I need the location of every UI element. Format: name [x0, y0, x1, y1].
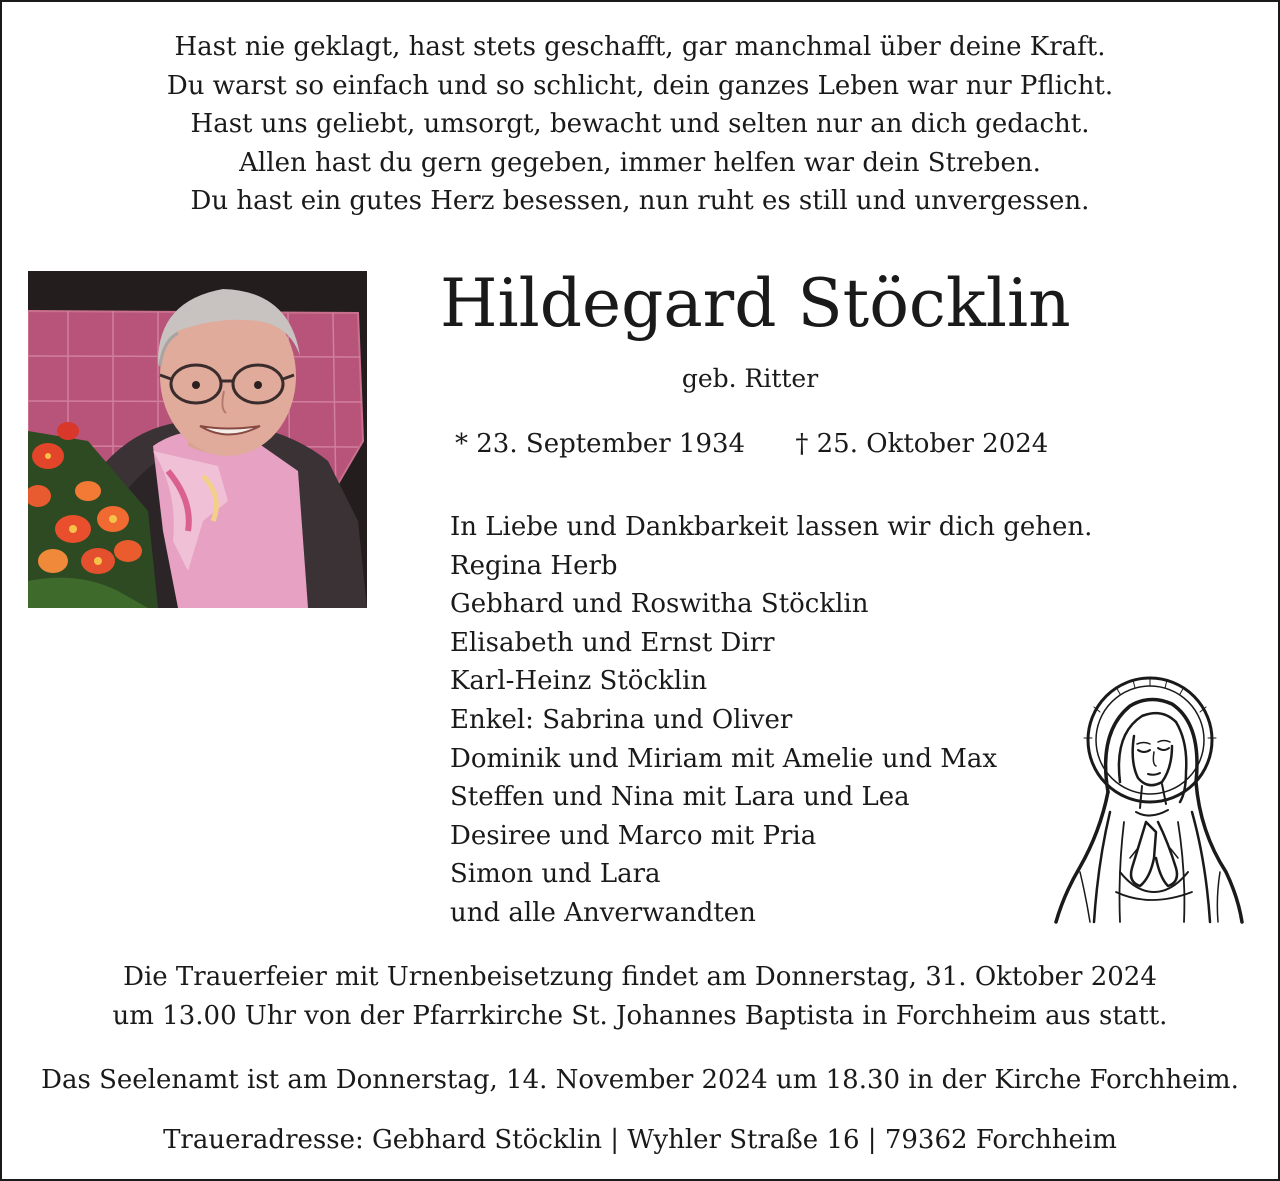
life-dates: [455, 426, 1048, 462]
poem-line: Allen hast du gern gegeben, immer helfen war dein Streben.: [239, 147, 1041, 178]
death-date: † 25. Oktober 2024: [795, 429, 1049, 459]
mourner-line: Simon und Lara: [450, 859, 661, 890]
funeral-service-info: [0, 958, 1280, 1035]
mourner-line: Gebhard und Roswitha Stöcklin: [450, 589, 869, 620]
birth-name: geb. Ritter: [681, 364, 819, 393]
mourner-line: Dominik und Miriam mit Amelie und Max: [450, 743, 998, 774]
portrait-photo: [28, 271, 367, 608]
deceased-name: Hildegard Stöcklin: [440, 265, 1071, 342]
service-line: um 13.00 Uhr von der Pfarrkirche St. Johannes Baptista in Forchheim aus statt.: [112, 1000, 1168, 1031]
mourning-address: Traueradresse: Gebhard Stöcklin | Wyhler Straße 16 | 79362 Forchheim: [163, 1125, 1117, 1155]
mourner-line: Karl-Heinz Stöcklin: [450, 666, 708, 697]
mourner-line: Regina Herb: [450, 550, 618, 581]
requiem-mass-info: Das Seelenamt ist am Donnerstag, 14. November 2024 um 18.30 in der Kirche Forchheim.: [41, 1065, 1239, 1095]
poem-line: Hast uns geliebt, umsorgt, bewacht und selten nur an dich gedacht.: [190, 109, 1090, 139]
mourner-line: Desiree und Marco mit Pria: [450, 820, 817, 851]
poem-line: Du warst so einfach und so schlicht, dein ganzes Leben war nur Pflicht.: [166, 70, 1114, 101]
mourner-line: Elisabeth und Ernst Dirr: [450, 627, 775, 658]
memorial-poem: [0, 28, 1280, 221]
poem-line: Du hast ein gutes Herz besessen, nun ruht es still und unvergessen.: [190, 186, 1090, 216]
mourner-line: und alle Anverwandten: [450, 897, 756, 928]
poem-line: Hast nie geklagt, hast stets geschafft, gar manchmal über deine Kraft.: [174, 32, 1106, 62]
service-line: Die Trauerfeier mit Urnenbeisetzung findet am Donnerstag, 31. Oktober 2024: [123, 962, 1157, 992]
madonna-illustration: [1050, 672, 1250, 927]
mourner-line: Steffen und Nina mit Lara und Lea: [450, 782, 910, 813]
mourner-line: In Liebe und Dankbarkeit lassen wir dich gehen.: [450, 512, 1093, 542]
birth-date: * 23. September 1934: [455, 429, 746, 459]
mourner-line: Enkel: Sabrina und Oliver: [450, 704, 793, 735]
mourners-list: [450, 508, 1092, 933]
